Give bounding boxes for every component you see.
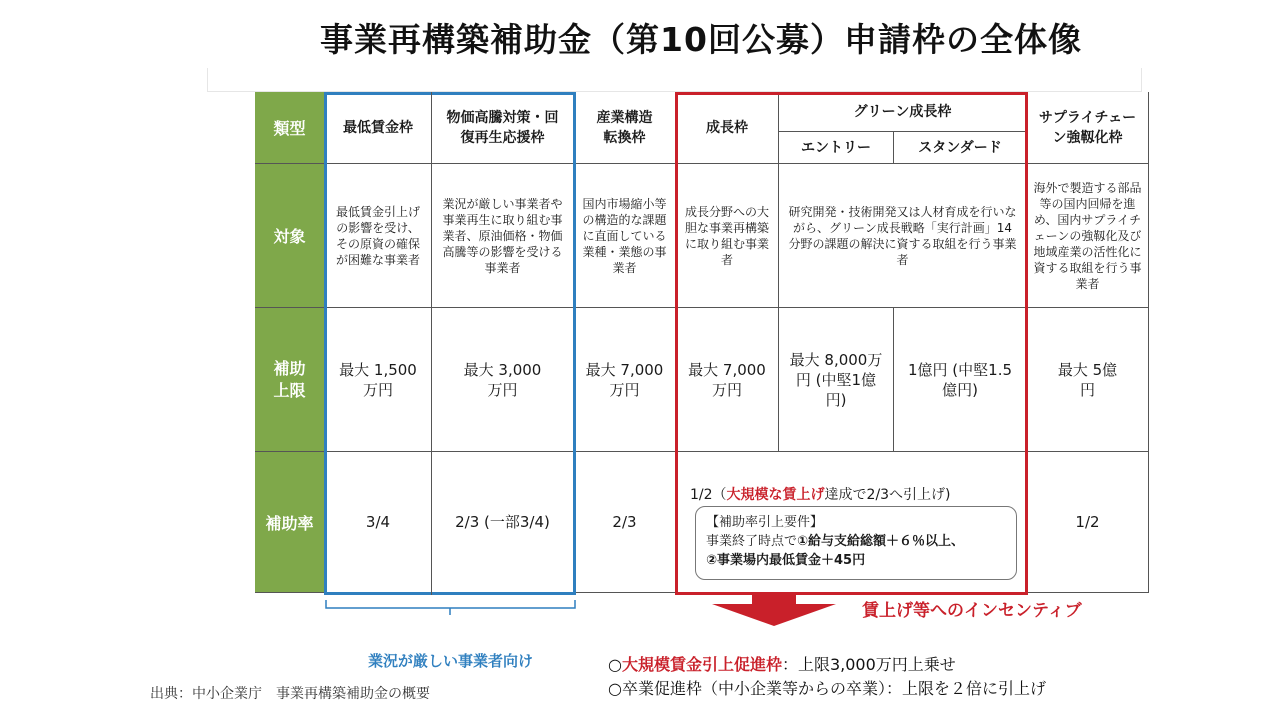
- limit-growth: [676, 308, 779, 452]
- requirement-line-2-prefix: 事業終了時点で: [706, 534, 798, 549]
- limit-price-value: 最大 3,000万円: [463, 360, 542, 399]
- target-industry: 国内市場縮小等の構造的な課題に直面している業種・業態の事業者: [574, 164, 676, 308]
- col-header-green-standard: スタンダード: [894, 132, 1027, 164]
- rate-min-wage: 3/4: [325, 452, 432, 593]
- requirement-line-2-bold: ①給与支給総額＋６％以上、: [797, 534, 965, 549]
- col-header-growth: 成長枠: [676, 92, 779, 164]
- row-header-limit: [255, 308, 325, 452]
- bracket-icon: [325, 600, 576, 620]
- row-header-target: 対象: [255, 164, 325, 308]
- requirement-title: 【補助率引上要件】: [706, 515, 824, 530]
- limit-supply-value: 最大 5億円: [1057, 360, 1118, 399]
- note-1-suffix: ：上限3,000万円上乗せ: [781, 655, 956, 674]
- incentive-label: 賃上げ等へのインセンティブ: [862, 601, 1082, 621]
- limit-green-entry: [779, 308, 894, 452]
- limit-green-standard: [894, 308, 1027, 452]
- blue-caption: 業況が厳しい事業者向け: [367, 652, 533, 670]
- note-1-prefix: ○: [608, 655, 622, 674]
- col-header-green-entry: エントリー: [779, 132, 894, 164]
- rate-price: 2/3 (一部3/4): [432, 452, 574, 593]
- target-min-wage: 最低賃金引上げの影響を受け、その原資の確保が困難な事業者: [325, 164, 432, 308]
- note-1: [608, 652, 956, 675]
- title-underline-box: [207, 68, 1142, 92]
- note-1-red: 大規模賃金引上促進枠: [621, 655, 782, 674]
- col-header-industry: [574, 92, 676, 164]
- target-price: 業況が厳しい事業者や事業再生に取り組む事業者、原油価格・物価高騰等の影響を受ける事業者: [432, 164, 574, 308]
- limit-green-entry-value: 最大 8,000万円 (中堅1億円): [789, 350, 883, 409]
- col-header-green: グリーン成長枠: [779, 92, 1027, 132]
- limit-supply: [1027, 308, 1149, 452]
- col-header-industry-label: 産業構造転換枠: [596, 109, 653, 146]
- requirement-line-3: ②事業場内最低賃金＋45円: [706, 553, 866, 568]
- col-header-min-wage: 最低賃金枠: [325, 92, 432, 164]
- rate-growth-red: 大規模な賃上げ: [726, 487, 825, 503]
- limit-price: [432, 308, 574, 452]
- limit-industry-value: 最大 7,000万円: [585, 360, 664, 399]
- target-supply: 海外で製造する部品等の国内回帰を進め、国内サプライチェーンの強靱化及び地域産業の活性化に資する取組を行う事業者: [1027, 164, 1149, 308]
- source-note: 出典：中小企業庁 事業再構築補助金の概要: [150, 686, 430, 702]
- row-header-rate: 補助率: [255, 452, 325, 593]
- rate-industry: 2/3: [574, 452, 676, 593]
- col-header-price-label: 物価高騰対策・回復再生応援枠: [446, 109, 559, 146]
- rate-supply: 1/2: [1027, 452, 1149, 593]
- page-title: 事業再構築補助金（第10回公募）申請枠の全体像: [320, 20, 1082, 59]
- col-header-price: [432, 92, 574, 164]
- target-growth: 成長分野への大胆な事業再構築に取り組む事業者: [676, 164, 779, 308]
- requirement-box: [695, 506, 1017, 580]
- note-2: ○卒業促進枠（中小企業等からの卒業）：上限を２倍に引上げ: [608, 679, 1046, 698]
- rate-growth-suffix: 達成で2/3へ引上げ): [824, 487, 951, 503]
- limit-min-wage: [325, 308, 432, 452]
- rate-growth-note: [690, 484, 951, 504]
- limit-green-standard-value: 1億円 (中堅1.5億円): [907, 360, 1013, 399]
- limit-min-wage-value: 最大 1,500万円: [339, 360, 417, 399]
- requirement-line-2: [706, 532, 1006, 551]
- down-arrow-icon: [712, 592, 836, 626]
- col-header-supply: [1027, 92, 1149, 164]
- target-green: 研究開発・技術開発又は人材育成を行いながら、グリーン成長戦略「実行計画」14分野の課題の解決に資する取組を行う事業者: [779, 164, 1027, 308]
- col-header-supply-label: サプライチェーン強靱化枠: [1038, 109, 1137, 146]
- limit-industry: [574, 308, 676, 452]
- row-header-type: 類型: [255, 92, 325, 164]
- row-header-limit-label: 補助上限: [273, 358, 306, 400]
- rate-growth-prefix: 1/2（: [690, 487, 727, 503]
- limit-growth-value: 最大 7,000万円: [688, 360, 766, 399]
